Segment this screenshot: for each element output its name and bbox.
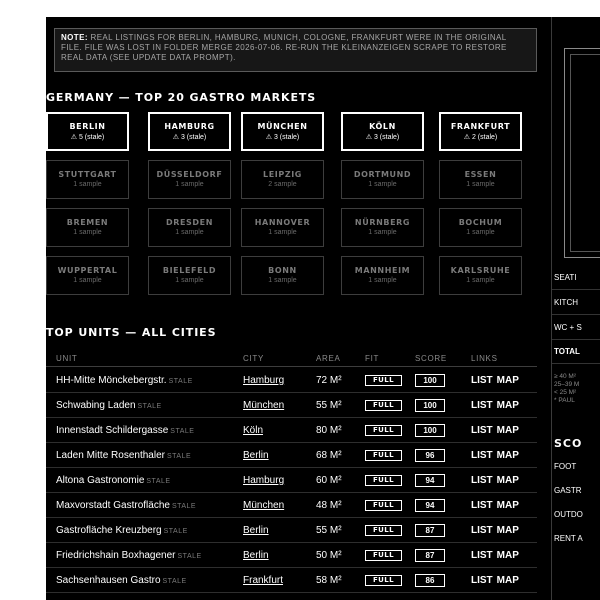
main-panel	[46, 17, 551, 600]
fit-badge: FULL	[365, 375, 402, 386]
city-name: BERLIN	[69, 122, 106, 131]
stale-tag: STALE	[168, 378, 193, 385]
city-sample-count: 1 sample	[466, 181, 495, 188]
map-link[interactable]: MAP	[496, 400, 519, 411]
map-link[interactable]: MAP	[496, 375, 519, 386]
unit-area: 58 M²	[316, 575, 342, 586]
city-tile-hamburg[interactable]	[148, 112, 231, 151]
city-tile-bielefeld[interactable]	[148, 256, 231, 295]
city-sample-count: ⚠ 3 (stale)	[265, 134, 300, 141]
city-tile-nürnberg[interactable]	[341, 208, 424, 247]
column-header-links: LINKS	[471, 354, 498, 363]
city-name: DRESDEN	[165, 218, 214, 227]
score-badge: 87	[415, 524, 445, 537]
city-tile-köln[interactable]	[341, 112, 424, 151]
score-badge: 86	[415, 574, 445, 587]
city-sample-count: ⚠ 2 (stale)	[463, 134, 498, 141]
map-link[interactable]: MAP	[496, 525, 519, 536]
city-sample-count: 1 sample	[73, 229, 102, 236]
fit-badge: FULL	[365, 425, 402, 436]
city-link[interactable]: Berlin	[243, 525, 269, 536]
city-sample-count: 1 sample	[175, 181, 204, 188]
list-link[interactable]: LIST	[471, 500, 493, 511]
city-link[interactable]: Frankfurt	[243, 575, 284, 586]
column-header-city: CITY	[243, 354, 265, 363]
city-tile-essen[interactable]	[439, 160, 522, 199]
city-tile-bremen[interactable]	[46, 208, 129, 247]
unit-area: 80 M²	[316, 425, 342, 436]
floor-plan-frame	[564, 48, 600, 258]
city-tile-düsseldorf[interactable]	[148, 160, 231, 199]
unit-links	[471, 550, 519, 561]
city-tile-mannheim[interactable]	[341, 256, 424, 295]
city-name: KARLSRUHE	[450, 266, 511, 275]
side-note: * PAUL	[554, 397, 575, 404]
city-tile-dortmund[interactable]	[341, 160, 424, 199]
city-sample-count: 1 sample	[368, 229, 397, 236]
city-tile-bonn[interactable]	[241, 256, 324, 295]
city-sample-count: 2 sample	[268, 181, 297, 188]
map-link[interactable]: MAP	[496, 475, 519, 486]
notice-text: REAL LISTINGS FOR BERLIN, HAMBURG, MUNICH, COLOGNE, FRANKFURT WERE IN THE ORIGINAL FILE. FILE WAS LOST IN FOLDER MERGE 2026-07-06. RE-RUN THE KLEINANZEIGEN SCRAPE TO RESTORE REAL DATA (SEE UPDATE DATA PROMPT).	[61, 33, 507, 62]
city-name: HAMBURG	[164, 122, 215, 131]
score-badge: 94	[415, 474, 445, 487]
unit-title: Laden Mitte Rosenthaler	[56, 450, 165, 461]
city-sample-count: 1 sample	[466, 277, 495, 284]
city-name: STUTTGART	[58, 170, 117, 179]
side-label: TOTAL	[554, 347, 580, 356]
side-label: SEATI	[554, 273, 577, 282]
city-tile-hannover[interactable]	[241, 208, 324, 247]
side-score-item: GASTR	[554, 486, 582, 495]
fit-badge: FULL	[365, 500, 402, 511]
unit-links	[471, 500, 519, 511]
city-sample-count: 1 sample	[268, 229, 297, 236]
score-badge: 100	[415, 399, 445, 412]
table-row	[46, 568, 537, 593]
table-row	[46, 543, 537, 568]
side-label: WC + S	[554, 323, 582, 332]
fit-badge: FULL	[365, 550, 402, 561]
unit-name	[56, 375, 193, 386]
notice-label: NOTE:	[61, 33, 88, 42]
city-name: FRANKFURT	[450, 122, 511, 131]
stale-tag: STALE	[170, 428, 195, 435]
floor-plan-inner	[570, 54, 600, 252]
unit-links	[471, 400, 519, 411]
side-score-title: SCO	[554, 437, 583, 450]
unit-title: Maxvorstadt Gastrofläche	[56, 500, 170, 511]
unit-name	[56, 400, 162, 411]
unit-area: 48 M²	[316, 500, 342, 511]
app-window	[46, 17, 600, 600]
map-link[interactable]: MAP	[496, 550, 519, 561]
markets-title: GERMANY — TOP 20 GASTRO MARKETS	[46, 91, 317, 104]
list-link[interactable]: LIST	[471, 525, 493, 536]
fit-badge: FULL	[365, 575, 402, 586]
city-name: MANNHEIM	[354, 266, 411, 275]
score-badge: 96	[415, 449, 445, 462]
list-link[interactable]: LIST	[471, 475, 493, 486]
map-link[interactable]: MAP	[496, 425, 519, 436]
unit-name	[56, 450, 191, 461]
score-badge: 100	[415, 374, 445, 387]
fit-badge: FULL	[365, 450, 402, 461]
map-link[interactable]: MAP	[496, 450, 519, 461]
city-sample-count: ⚠ 5 (stale)	[70, 134, 105, 141]
unit-area: 55 M²	[316, 400, 342, 411]
city-link[interactable]: Köln	[243, 425, 264, 436]
side-panel	[552, 17, 600, 600]
city-sample-count: 1 sample	[73, 277, 102, 284]
unit-name	[56, 525, 188, 536]
side-score-item: FOOT	[554, 462, 577, 471]
unit-name	[56, 425, 194, 436]
city-link[interactable]: Berlin	[243, 550, 269, 561]
city-link[interactable]: München	[243, 500, 285, 511]
stale-tag: STALE	[177, 553, 202, 560]
city-link[interactable]: München	[243, 400, 285, 411]
stale-data-notice	[54, 28, 537, 72]
city-name: LEIPZIG	[263, 170, 302, 179]
list-link[interactable]: LIST	[471, 375, 493, 386]
city-tile-stuttgart[interactable]	[46, 160, 129, 199]
unit-title: Friedrichshain Boxhagener	[56, 550, 176, 561]
list-link[interactable]: LIST	[471, 550, 493, 561]
city-sample-count: ⚠ 3 (stale)	[365, 134, 400, 141]
city-sample-count: 1 sample	[466, 229, 495, 236]
unit-links	[471, 425, 519, 436]
city-name: BIELEFELD	[162, 266, 217, 275]
city-link[interactable]: Berlin	[243, 450, 269, 461]
unit-name	[56, 550, 202, 561]
city-link[interactable]: Hamburg	[243, 475, 285, 486]
unit-title: Innenstadt Schildergasse	[56, 425, 169, 436]
unit-title: HH-Mitte Mönckebergstr.	[56, 375, 167, 386]
city-sample-count: 1 sample	[368, 277, 397, 284]
unit-links	[471, 375, 519, 386]
side-divider	[552, 314, 600, 315]
unit-name	[56, 500, 196, 511]
list-link[interactable]: LIST	[471, 400, 493, 411]
units-title: TOP UNITS — ALL CITIES	[46, 326, 217, 339]
table-row	[46, 393, 537, 418]
city-tile-frankfurt[interactable]	[439, 112, 522, 151]
city-sample-count: 1 sample	[175, 229, 204, 236]
city-tile-wuppertal[interactable]	[46, 256, 129, 295]
city-name: BONN	[268, 266, 297, 275]
side-note: < 25 M²	[554, 389, 577, 396]
side-label: KITCH	[554, 298, 578, 307]
city-sample-count: 1 sample	[368, 181, 397, 188]
city-name: ESSEN	[464, 170, 497, 179]
side-note: 25–39 M	[554, 381, 580, 388]
city-name: WUPPERTAL	[57, 266, 118, 275]
city-name: DÜSSELDORF	[156, 170, 223, 179]
units-table-header	[46, 350, 537, 367]
city-tile-münchen[interactable]	[241, 112, 324, 151]
list-link[interactable]: LIST	[471, 425, 493, 436]
unit-links	[471, 575, 519, 586]
unit-title: Altona Gastronomie	[56, 475, 145, 486]
city-name: KÖLN	[369, 122, 396, 131]
table-row	[46, 418, 537, 443]
unit-area: 60 M²	[316, 475, 342, 486]
unit-area: 68 M²	[316, 450, 342, 461]
unit-name	[56, 575, 187, 586]
city-tile-dresden[interactable]	[148, 208, 231, 247]
map-link[interactable]: MAP	[496, 575, 519, 586]
table-row	[46, 518, 537, 543]
city-sample-count: 1 sample	[73, 181, 102, 188]
city-tile-leipzig[interactable]	[241, 160, 324, 199]
side-divider	[552, 289, 600, 290]
unit-area: 72 M²	[316, 375, 342, 386]
score-badge: 100	[415, 424, 445, 437]
city-tile-berlin[interactable]	[46, 112, 129, 151]
city-name: BREMEN	[66, 218, 109, 227]
stale-tag: STALE	[137, 403, 162, 410]
fit-badge: FULL	[365, 400, 402, 411]
city-tile-karlsruhe[interactable]	[439, 256, 522, 295]
unit-title: Sachsenhausen Gastro	[56, 575, 161, 586]
city-sample-count: 1 sample	[268, 277, 297, 284]
side-divider	[552, 363, 600, 364]
city-name: HANNOVER	[254, 218, 311, 227]
unit-name	[56, 475, 171, 486]
score-badge: 94	[415, 499, 445, 512]
city-sample-count: ⚠ 3 (stale)	[172, 134, 207, 141]
table-row	[46, 443, 537, 468]
stale-tag: STALE	[163, 528, 188, 535]
column-header-fit: FIT	[365, 354, 380, 363]
table-row	[46, 468, 537, 493]
unit-area: 50 M²	[316, 550, 342, 561]
stale-tag: STALE	[171, 503, 197, 510]
map-link[interactable]: MAP	[496, 500, 519, 511]
city-sample-count: 1 sample	[175, 277, 204, 284]
city-tile-bochum[interactable]	[439, 208, 522, 247]
city-name: BOCHUM	[458, 218, 503, 227]
unit-links	[471, 475, 519, 486]
list-link[interactable]: LIST	[471, 575, 493, 586]
fit-badge: FULL	[365, 475, 402, 486]
stale-tag: STALE	[162, 578, 187, 585]
side-divider	[552, 339, 600, 340]
side-score-item: RENT A	[554, 534, 583, 543]
city-link[interactable]: Hamburg	[243, 375, 285, 386]
stale-tag: STALE	[166, 453, 192, 460]
score-badge: 87	[415, 549, 445, 562]
side-score-item: OUTDO	[554, 510, 583, 519]
city-name: NÜRNBERG	[354, 218, 411, 227]
city-name: MÜNCHEN	[257, 122, 308, 131]
column-header-area: AREA	[316, 354, 341, 363]
unit-area: 55 M²	[316, 525, 342, 536]
city-name: DORTMUND	[353, 170, 412, 179]
list-link[interactable]: LIST	[471, 450, 493, 461]
column-header-unit: UNIT	[56, 354, 78, 363]
column-header-score: SCORE	[415, 354, 447, 363]
table-row	[46, 368, 537, 393]
table-row	[46, 493, 537, 518]
side-note: ≥ 40 M²	[554, 373, 576, 380]
unit-title: Schwabing Laden	[56, 400, 136, 411]
unit-title: Gastrofläche Kreuzberg	[56, 525, 162, 536]
unit-links	[471, 525, 519, 536]
unit-links	[471, 450, 519, 461]
fit-badge: FULL	[365, 525, 402, 536]
stale-tag: STALE	[146, 478, 171, 485]
